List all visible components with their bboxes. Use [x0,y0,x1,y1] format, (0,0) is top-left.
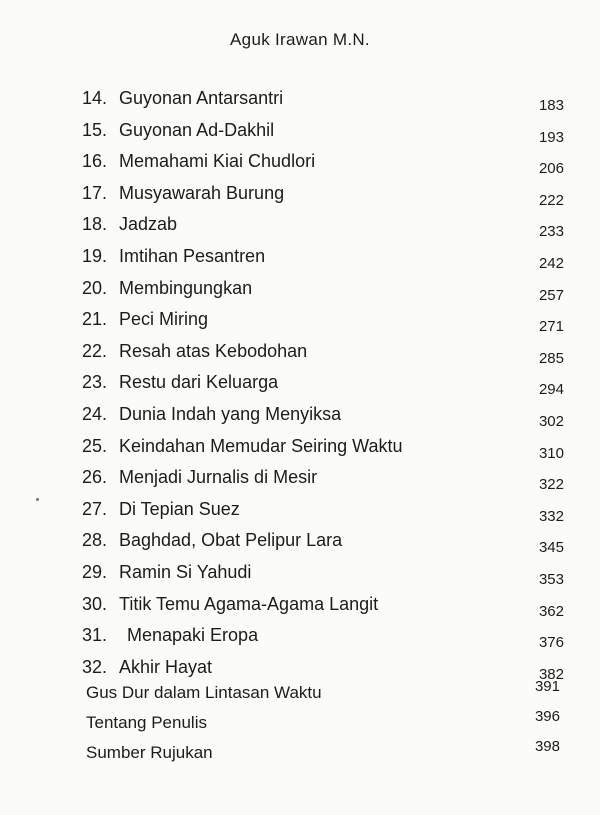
chapter-number: 32. [82,656,108,677]
toc-entry [0,592,600,624]
page-number: 322 [538,476,564,494]
page-number: 257 [538,286,564,304]
page-number: 353 [538,570,564,588]
toc-entry [0,118,600,150]
chapter-title: Baghdad, Obat Pelipur Lara [119,530,343,551]
chapter-number: 27. [82,498,108,519]
toc-entry [0,307,600,339]
chapter-number: 28. [82,530,108,551]
chapter-title: Menjadi Jurnalis di Mesir [119,467,318,488]
chapter-title: Guyonan Antarsantri [119,88,284,108]
page-number: 193 [538,128,564,146]
chapter-number: 23. [82,372,108,393]
toc-entry [0,402,600,434]
back-matter-title: Tentang Penulis [86,713,207,732]
toc-entry [0,212,600,244]
chapter-title: Musyawarah Burung [119,182,285,203]
chapter-title: Memahami Kiai Chudlori [119,151,316,172]
toc-entry [0,86,600,118]
toc-entry [0,339,600,371]
chapter-title: Guyonan Ad-Dakhil [119,119,275,140]
chapter-title: Imtihan Pesantren [119,245,266,266]
chapter-number: 31. [82,625,108,646]
page-number: 206 [538,160,564,178]
chapter-title: Resah atas Kebodohan [119,340,308,361]
toc-entry [0,623,600,655]
chapter-title: Di Tepian Suez [119,498,240,519]
chapter-number: 30. [82,593,108,614]
back-matter-entry [0,678,600,712]
page-number: 310 [538,444,564,462]
page-number: 222 [538,191,564,209]
page-number: 396 [534,708,560,725]
page-number: 302 [538,412,564,430]
page-number: 285 [538,349,564,367]
page-number: 376 [538,634,564,652]
running-header: Aguk Irawan M.N. [230,30,370,49]
chapter-title: Membingungkan [119,277,253,298]
toc-entry [0,465,600,497]
toc-entry [0,528,600,560]
page-number: 362 [538,602,564,620]
back-matter-entry [0,708,600,742]
page-number: 345 [538,539,564,557]
toc-entry [0,497,600,529]
page-number: 332 [538,507,564,525]
back-matter-list [0,678,600,772]
page-number: 233 [538,223,564,241]
chapter-title: Jadzab [119,214,178,235]
chapter-number: 15. [82,119,108,140]
chapter-title: Restu dari Keluarga [119,372,279,393]
toc-entry [0,149,600,181]
chapter-number: 14. [82,88,108,108]
page-number: 183 [538,97,564,114]
paper-speck [36,498,39,501]
toc-entry [0,370,600,402]
chapter-number: 26. [82,467,108,488]
page-number: 294 [538,381,564,399]
toc-entry [0,276,600,308]
table-of-contents [0,86,600,686]
chapter-number: 25. [82,435,108,456]
chapter-title: Ramin Si Yahudi [119,561,252,582]
chapter-number: 22. [82,340,108,361]
toc-entry [0,244,600,276]
chapter-number: 29. [82,561,108,582]
chapter-number: 20. [82,277,108,298]
page-number: 242 [538,254,564,272]
page-number: 398 [534,738,560,755]
page-number: 391 [534,678,560,695]
chapter-title: Menapaki Eropa [127,625,259,646]
toc-entry [0,181,600,213]
chapter-title: Titik Temu Agama-Agama Langit [119,593,379,614]
page-number: 382 [538,665,564,683]
chapter-number: 21. [82,309,108,330]
chapter-number: 19. [82,245,108,266]
chapter-title: Keindahan Memudar Seiring Waktu [119,435,403,456]
back-matter-title: Sumber Rujukan [86,743,213,762]
page-number: 271 [538,318,564,336]
chapter-number: 16. [82,151,108,172]
toc-entry [0,434,600,466]
chapter-number: 24. [82,403,108,424]
chapter-title: Peci Miring [119,309,209,330]
chapter-title: Akhir Hayat [119,656,213,677]
chapter-number: 17. [82,182,108,203]
chapter-title: Dunia Indah yang Menyiksa [119,403,342,424]
toc-entry [0,560,600,592]
chapter-number: 18. [82,214,108,235]
back-matter-entry [0,738,600,772]
back-matter-title: Gus Dur dalam Lintasan Waktu [86,683,322,702]
